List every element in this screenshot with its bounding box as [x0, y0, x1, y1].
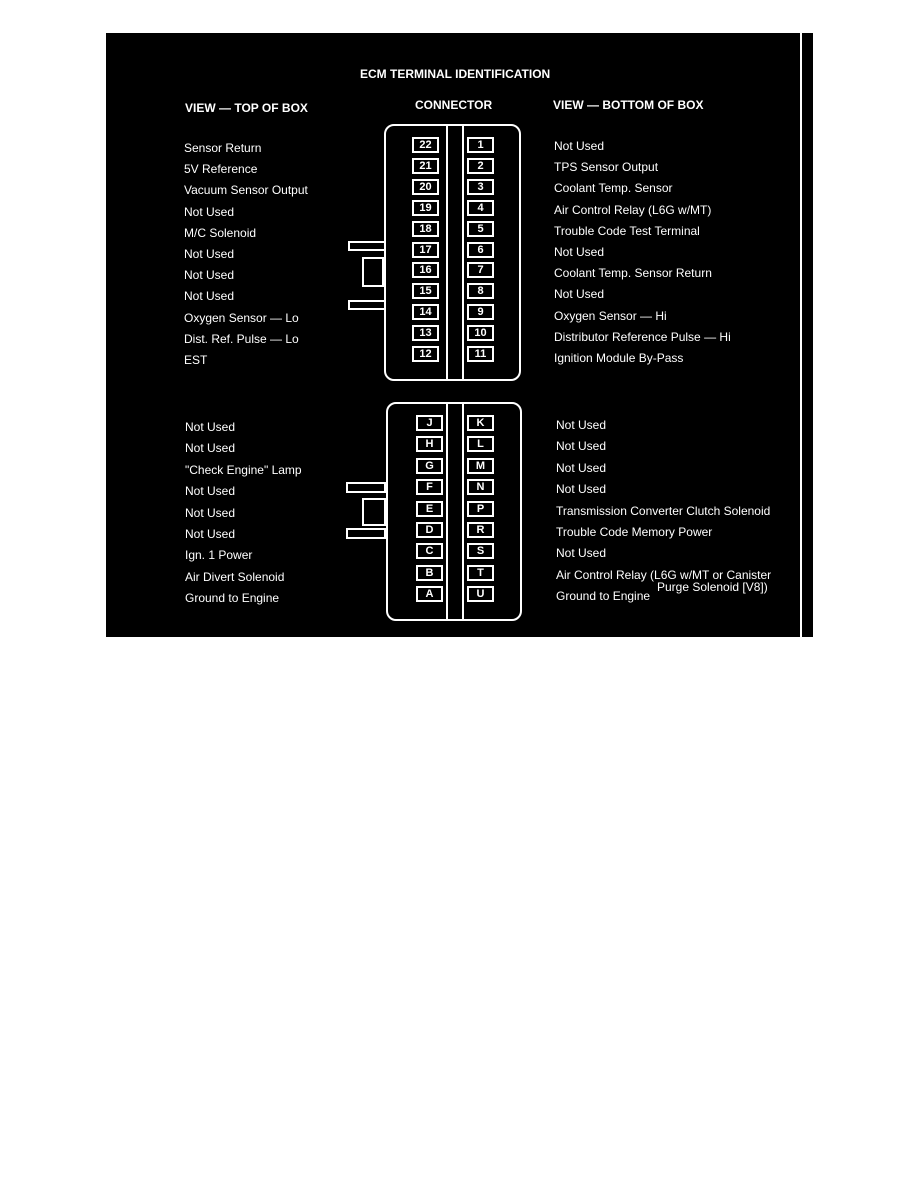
upper_connector-left-label: Not Used — [184, 247, 235, 261]
lower_connector-pin-G: G — [416, 458, 443, 474]
header-top-of-box: VIEW — TOP OF BOX — [185, 101, 308, 115]
lower_connector-right-label: Ground to Engine — [556, 589, 651, 604]
upper_connector-left-label: Dist. Ref. Pulse — Lo — [184, 331, 299, 346]
lower_connector-right-label: Not Used — [556, 546, 607, 561]
lower_connector-left-label: Not Used — [185, 441, 236, 456]
upper-connector — [384, 124, 521, 381]
upper-connector-divider-right — [462, 126, 464, 379]
lower_connector-pin-M: M — [467, 458, 494, 474]
upper_connector-left-label: Vacuum Sensor Output — [184, 183, 308, 198]
upper-connector-divider-left — [446, 126, 448, 379]
lower_connector-pin-P: P — [467, 501, 494, 517]
upper_connector-right-label: Distributor Reference Pulse — Hi — [554, 329, 731, 344]
lower_connector-left-label: Air Divert Solenoid — [185, 569, 285, 584]
upper_connector-pin-9: 9 — [467, 304, 494, 320]
lower_connector-pin-F: F — [416, 479, 443, 495]
lower_connector-pin-D: D — [416, 522, 443, 538]
upper_connector-right-label: Trouble Code Test Terminal — [554, 223, 700, 238]
upper_connector-pin-21: 21 — [412, 158, 439, 174]
upper-connector-tab-top — [348, 241, 386, 251]
upper_connector-right-label: Not Used — [554, 245, 605, 259]
lower_connector-right-label: Air Control Relay (L6G w/MT or Canister — [556, 567, 772, 582]
upper_connector-pin-20: 20 — [412, 179, 439, 195]
upper_connector-left-label: Sensor Return — [184, 141, 262, 155]
lower_connector-right-label: Trouble Code Memory Power — [556, 525, 713, 539]
lower_connector-pin-B: B — [416, 565, 443, 581]
upper_connector-pin-18: 18 — [412, 221, 439, 237]
lower_connector-right-label: Not Used — [556, 418, 607, 432]
upper_connector-pin-22: 22 — [412, 137, 439, 153]
lower-connector-right-label-continuation: Purge Solenoid [V8]) — [657, 580, 768, 594]
lower_connector-left-label: Not Used — [185, 505, 236, 520]
lower-connector-divider-left — [446, 404, 448, 619]
upper_connector-pin-19: 19 — [412, 200, 439, 216]
upper_connector-pin-10: 10 — [467, 325, 494, 341]
upper_connector-right-label: TPS Sensor Output — [554, 160, 659, 175]
lower-connector-tab-top — [346, 482, 386, 493]
upper_connector-right-label: Ignition Module By-Pass — [554, 351, 684, 365]
upper_connector-pin-13: 13 — [412, 325, 439, 341]
upper_connector-right-label: Coolant Temp. Sensor — [554, 181, 673, 196]
lower_connector-right-label: Not Used — [556, 482, 607, 497]
upper_connector-pin-7: 7 — [467, 262, 494, 278]
lower_connector-pin-U: U — [467, 586, 494, 602]
upper_connector-pin-1: 1 — [467, 137, 494, 153]
upper_connector-pin-16: 16 — [412, 262, 439, 278]
upper_connector-left-label: Not Used — [184, 204, 235, 219]
upper_connector-right-label: Not Used — [554, 287, 605, 302]
lower_connector-pin-R: R — [467, 522, 494, 538]
lower_connector-right-label: Transmission Converter Clutch Solenoid — [556, 503, 771, 518]
lower_connector-pin-A: A — [416, 586, 443, 602]
lower-connector-tab-middle — [362, 498, 386, 526]
upper-connector-tab-middle — [362, 257, 384, 287]
lower_connector-pin-H: H — [416, 436, 443, 452]
lower_connector-pin-S: S — [467, 543, 494, 559]
lower_connector-left-label: Ign. 1 Power — [185, 548, 253, 563]
upper_connector-pin-14: 14 — [412, 304, 439, 320]
upper_connector-right-label: Not Used — [554, 139, 605, 153]
lower_connector-left-label: Not Used — [185, 420, 236, 434]
lower_connector-left-label: "Check Engine" Lamp — [185, 462, 302, 477]
diagram-title: ECM TERMINAL IDENTIFICATION — [360, 67, 551, 81]
upper_connector-pin-5: 5 — [467, 221, 494, 237]
upper_connector-pin-3: 3 — [467, 179, 494, 195]
lower_connector-pin-L: L — [467, 436, 494, 452]
header-bottom-of-box: VIEW — BOTTOM OF BOX — [553, 98, 704, 112]
upper_connector-pin-6: 6 — [467, 242, 494, 258]
lower_connector-pin-N: N — [467, 479, 494, 495]
upper_connector-pin-4: 4 — [467, 200, 494, 216]
lower-connector — [386, 402, 522, 621]
upper_connector-right-label: Coolant Temp. Sensor Return — [554, 266, 712, 281]
lower_connector-pin-K: K — [467, 415, 494, 431]
upper_connector-right-label: Oxygen Sensor — Hi — [554, 308, 667, 323]
upper_connector-left-label: Not Used — [184, 268, 235, 283]
lower_connector-pin-E: E — [416, 501, 443, 517]
lower_connector-left-label: Not Used — [185, 527, 236, 541]
lower_connector-left-label: Not Used — [185, 484, 236, 499]
lower_connector-left-label: Ground to Engine — [185, 591, 280, 606]
lower_connector-pin-T: T — [467, 565, 494, 581]
upper_connector-pin-8: 8 — [467, 283, 494, 299]
lower_connector-pin-J: J — [416, 415, 443, 431]
upper-connector-tab-bottom — [348, 300, 386, 310]
upper_connector-left-label: Not Used — [184, 289, 235, 304]
lower_connector-pin-C: C — [416, 543, 443, 559]
upper_connector-left-label: 5V Reference — [184, 162, 258, 177]
upper_connector-pin-2: 2 — [467, 158, 494, 174]
lower_connector-right-label: Not Used — [556, 460, 607, 475]
upper_connector-pin-12: 12 — [412, 346, 439, 362]
upper_connector-left-label: Oxygen Sensor — Lo — [184, 310, 299, 325]
upper_connector-pin-11: 11 — [467, 346, 494, 362]
header-connector: CONNECTOR — [415, 98, 493, 112]
lower-connector-divider-right — [462, 404, 464, 619]
upper_connector-pin-17: 17 — [412, 242, 439, 258]
lower-connector-tab-bottom — [346, 528, 386, 539]
upper_connector-left-label: EST — [184, 353, 208, 367]
lower_connector-right-label: Not Used — [556, 439, 607, 454]
upper_connector-right-label: Air Control Relay (L6G w/MT) — [554, 202, 712, 217]
upper_connector-left-label: M/C Solenoid — [184, 225, 257, 240]
upper_connector-pin-15: 15 — [412, 283, 439, 299]
diagram-right-border — [800, 33, 802, 637]
